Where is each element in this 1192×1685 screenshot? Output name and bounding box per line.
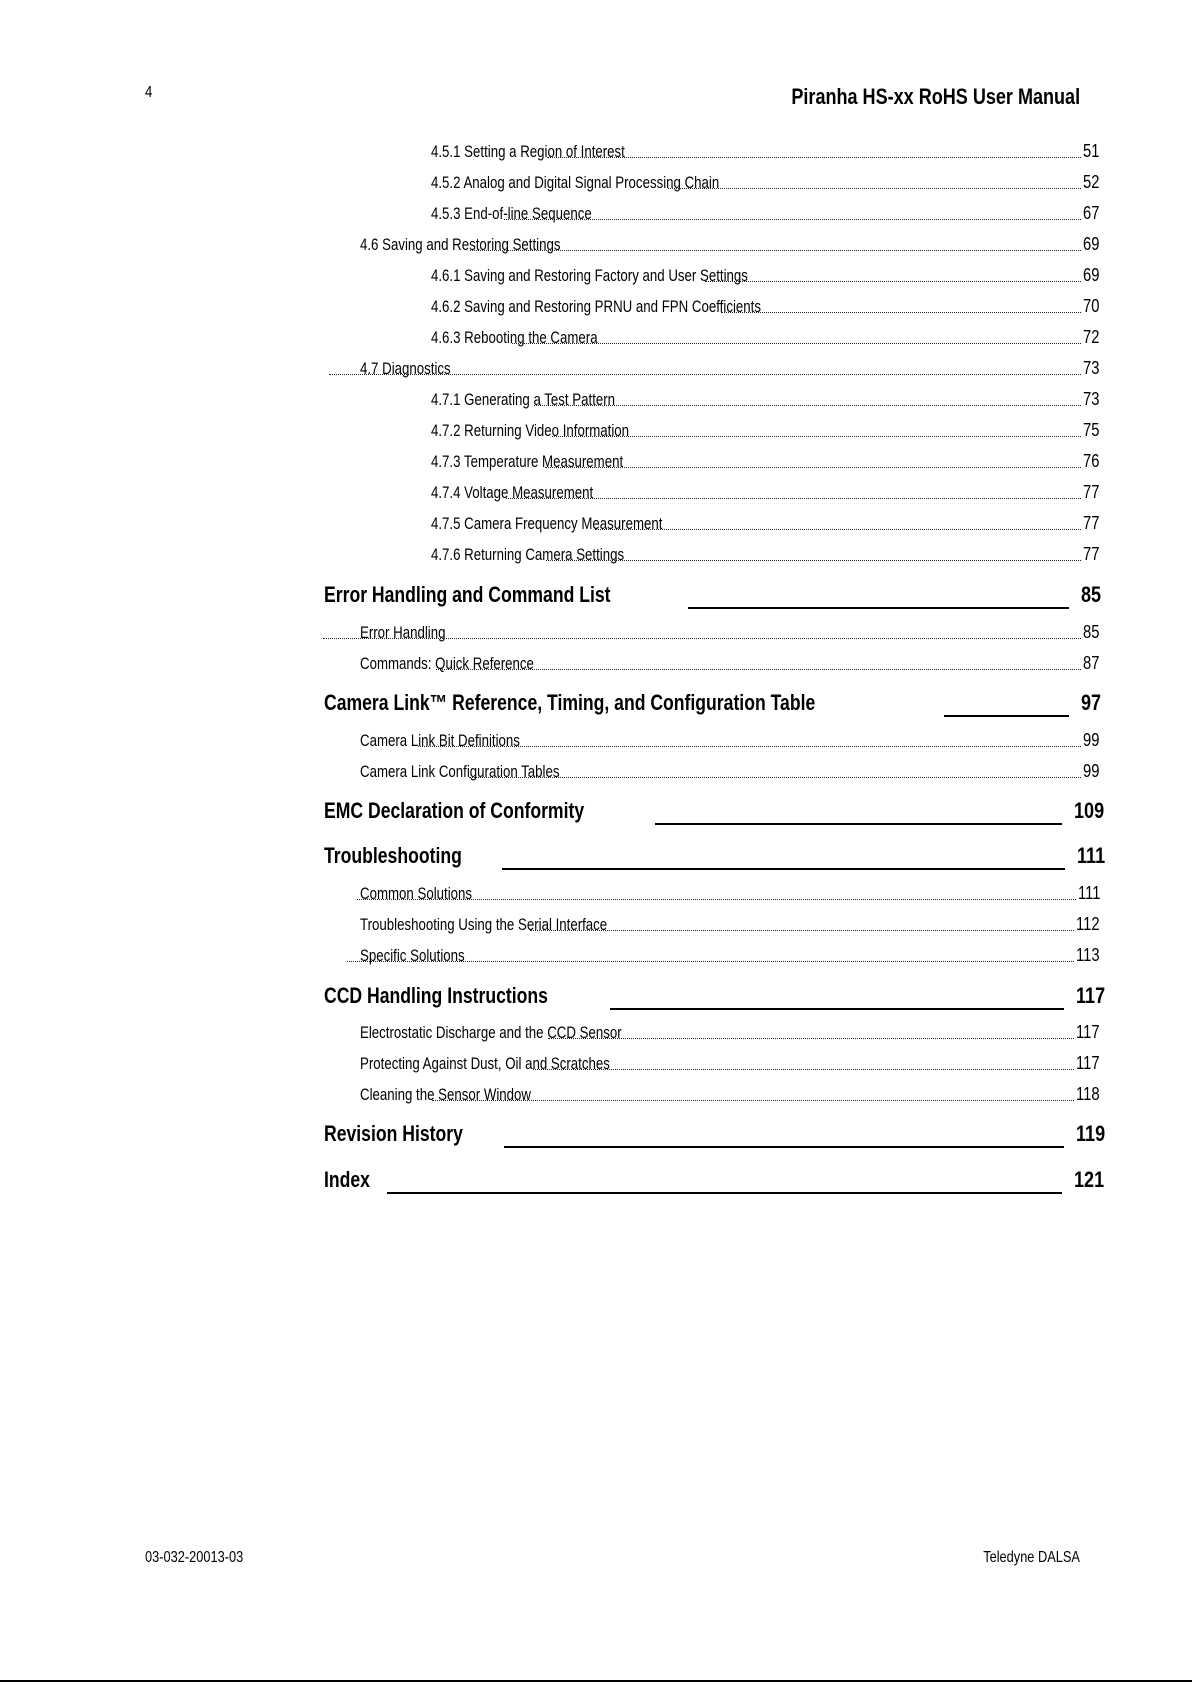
toc-entry-title: Troubleshooting Using the Serial Interface <box>360 915 608 934</box>
bottom-rule <box>0 1680 1192 1682</box>
toc-entry-title: CCD Handling Instructions <box>324 983 548 1008</box>
toc-entry[interactable] <box>360 883 1105 905</box>
toc-chapter-entry[interactable] <box>324 1167 1111 1197</box>
toc-chapter-entry[interactable] <box>324 843 1111 873</box>
toc-entry[interactable] <box>431 296 1105 318</box>
toc-entry[interactable] <box>360 730 1105 752</box>
toc-entry[interactable] <box>431 265 1105 287</box>
toc-dot-leader <box>721 312 1081 313</box>
toc-entry-page-number: 85 <box>1083 622 1100 642</box>
toc-entry-title: 4.5.2 Analog and Digital Signal Processing Chain <box>431 173 720 192</box>
toc-entry[interactable] <box>431 203 1105 225</box>
document-number: 03-032-20013-03 <box>145 1549 244 1566</box>
toc-entry-page-number: 52 <box>1083 172 1100 192</box>
toc-entry-page-number: 111 <box>1077 883 1101 903</box>
toc-dot-leader <box>595 529 1081 530</box>
toc-entry-title: Error Handling <box>360 623 446 642</box>
toc-entry-title: 4.5.1 Setting a Region of Interest <box>431 142 625 161</box>
toc-chapter-entry[interactable] <box>324 582 1111 612</box>
toc-chapter-entry[interactable] <box>324 690 1111 720</box>
toc-entry[interactable] <box>360 622 1105 644</box>
toc-entry-title: Electrostatic Discharge and the CCD Sensor <box>360 1023 622 1042</box>
toc-entry[interactable] <box>360 945 1105 967</box>
toc-chapter-entry[interactable] <box>324 798 1111 828</box>
toc-entry-page-number: 117 <box>1076 1053 1100 1073</box>
toc-entry-title: 4.6 Saving and Restoring Settings <box>360 235 561 254</box>
toc-underline-leader <box>387 1192 1062 1194</box>
toc-entry-title: Specific Solutions <box>360 946 465 965</box>
toc-chapter-entry[interactable] <box>324 1121 1111 1151</box>
toc-entry[interactable] <box>360 761 1105 783</box>
toc-entry-page-number: 69 <box>1083 234 1100 254</box>
toc-entry[interactable] <box>431 544 1105 566</box>
toc-entry-title: 4.7 Diagnostics <box>360 359 451 378</box>
toc-entry[interactable] <box>360 358 1105 380</box>
toc-entry-page-number: 118 <box>1076 1084 1100 1104</box>
toc-entry-page-number: 117 <box>1075 983 1105 1008</box>
toc-dot-leader <box>469 777 1081 778</box>
toc-entry-page-number: 117 <box>1076 1022 1100 1042</box>
toc-entry[interactable] <box>431 420 1105 442</box>
toc-entry[interactable] <box>360 914 1105 936</box>
toc-entry[interactable] <box>431 513 1105 535</box>
toc-entry[interactable] <box>431 482 1105 504</box>
toc-chapter-entry[interactable] <box>324 983 1111 1013</box>
toc-entry-page-number: 77 <box>1083 482 1100 502</box>
toc-dot-leader <box>547 157 1081 158</box>
toc-entry[interactable] <box>431 172 1105 194</box>
toc-entry[interactable] <box>360 1022 1105 1044</box>
toc-entry-page-number: 99 <box>1083 761 1100 781</box>
toc-entry-page-number: 77 <box>1083 513 1100 533</box>
toc-underline-leader <box>610 1008 1064 1010</box>
toc-entry-title: Index <box>324 1167 370 1192</box>
toc-entry-title: 4.5.3 End-of-line Sequence <box>431 204 592 223</box>
toc-underline-leader <box>944 715 1069 717</box>
toc-dot-leader <box>552 436 1081 437</box>
toc-entry[interactable] <box>360 653 1105 675</box>
toc-dot-leader <box>668 188 1081 189</box>
toc-entry-title: Protecting Against Dust, Oil and Scratches <box>360 1054 610 1073</box>
toc-entry-title: 4.7.6 Returning Camera Settings <box>431 545 625 564</box>
toc-entry-page-number: 119 <box>1075 1121 1105 1146</box>
toc-dot-leader <box>546 560 1081 561</box>
toc-entry-title: 4.7.1 Generating a Test Pattern <box>431 390 616 409</box>
toc-dot-leader <box>545 467 1081 468</box>
toc-entry-page-number: 69 <box>1083 265 1100 285</box>
toc-entry-page-number: 76 <box>1083 451 1100 471</box>
toc-entry-page-number: 112 <box>1076 914 1100 934</box>
toc-entry[interactable] <box>360 1053 1105 1075</box>
toc-dot-leader <box>470 250 1081 251</box>
toc-entry-page-number: 111 <box>1076 843 1105 868</box>
toc-entry-page-number: 113 <box>1076 945 1100 965</box>
toc-entry-title: Commands: Quick Reference <box>360 654 534 673</box>
toc-entry-title: Common Solutions <box>360 884 473 903</box>
toc-entry-page-number: 67 <box>1083 203 1100 223</box>
page-number: 4 <box>145 84 153 101</box>
toc-underline-leader <box>502 868 1064 870</box>
toc-entry[interactable] <box>431 389 1105 411</box>
toc-entry-page-number: 51 <box>1083 141 1100 161</box>
toc-entry[interactable] <box>360 234 1105 256</box>
toc-entry-page-number: 99 <box>1083 730 1100 750</box>
toc-underline-leader <box>688 607 1069 609</box>
toc-entry-page-number: 97 <box>1081 690 1102 715</box>
toc-entry-page-number: 73 <box>1083 358 1100 378</box>
manual-title: Piranha HS-xx RoHS User Manual <box>791 84 1080 109</box>
toc-entry-title: Revision History <box>324 1121 463 1146</box>
toc-entry-title: 4.6.2 Saving and Restoring PRNU and FPN Coefficients <box>431 297 761 316</box>
toc-entry-title: 4.6.1 Saving and Restoring Factory and User Settings <box>431 266 748 285</box>
toc-dot-leader <box>530 930 1074 931</box>
toc-dot-leader <box>705 281 1081 282</box>
toc-entry-title: Camera Link Configuration Tables <box>360 762 560 781</box>
toc-entry[interactable] <box>431 327 1105 349</box>
toc-underline-leader <box>655 823 1062 825</box>
toc-entry-title: 4.7.2 Returning Video Information <box>431 421 630 440</box>
toc-entry[interactable] <box>431 451 1105 473</box>
toc-dot-leader <box>533 1069 1074 1070</box>
toc-entry-title: Cleaning the Sensor Window <box>360 1085 532 1104</box>
toc-dot-leader <box>548 1038 1074 1039</box>
toc-entry-page-number: 85 <box>1081 582 1102 607</box>
toc-entry-page-number: 73 <box>1083 389 1100 409</box>
toc-entry-page-number: 70 <box>1083 296 1100 316</box>
toc-dot-leader <box>534 405 1081 406</box>
toc-underline-leader <box>504 1146 1064 1148</box>
toc-entry-title: Error Handling and Command List <box>324 582 611 607</box>
toc-entry-page-number: 109 <box>1074 798 1105 823</box>
toc-entry[interactable] <box>360 1084 1105 1106</box>
toc-entry-title: Camera Link Bit Definitions <box>360 731 520 750</box>
toc-entry[interactable] <box>431 141 1105 163</box>
toc-entry-title: Camera Link™ Reference, Timing, and Configuration Table <box>324 690 816 715</box>
toc-entry-title: Troubleshooting <box>324 843 462 868</box>
toc-entry-page-number: 87 <box>1083 653 1100 673</box>
toc-entry-title: 4.7.3 Temperature Measurement <box>431 452 624 471</box>
toc-entry-page-number: 77 <box>1083 544 1100 564</box>
toc-entry-title: EMC Declaration of Conformity <box>324 798 585 823</box>
toc-entry-title: 4.7.5 Camera Frequency Measurement <box>431 514 663 533</box>
toc-entry-page-number: 121 <box>1074 1167 1105 1192</box>
toc-entry-page-number: 72 <box>1083 327 1100 347</box>
company-name: Teledyne DALSA <box>983 1549 1080 1566</box>
toc-entry-page-number: 75 <box>1083 420 1100 440</box>
toc-entry-title: 4.6.3 Rebooting the Camera <box>431 328 598 347</box>
toc-entry-title: 4.7.4 Voltage Measurement <box>431 483 594 502</box>
